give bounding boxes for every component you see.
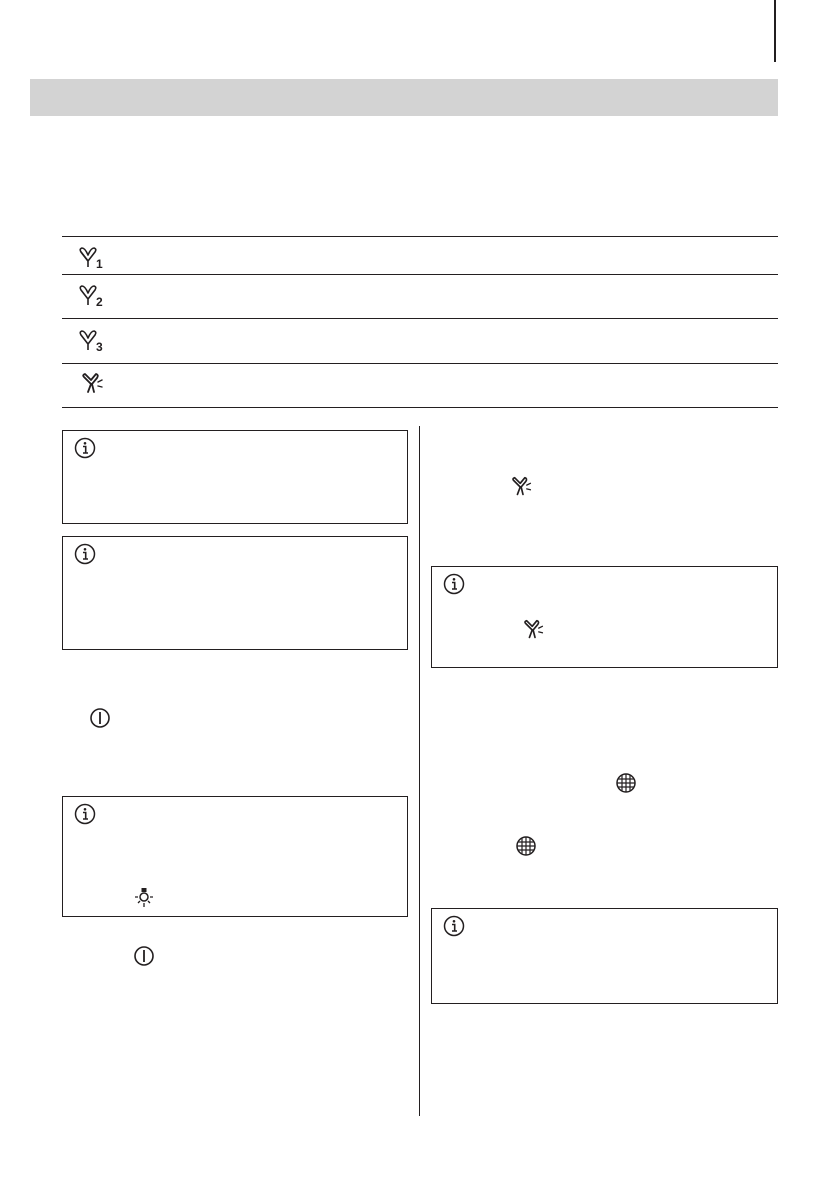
fan-speed-3-icon	[78, 326, 110, 354]
fan-boost-icon	[520, 617, 550, 643]
column-divider	[419, 426, 420, 1116]
fan-speed-subscript: 1	[96, 257, 103, 271]
table-cell-icon	[62, 241, 160, 271]
table-row	[62, 236, 778, 274]
table-cell-description	[160, 368, 778, 398]
fan-speed-subscript: 3	[96, 340, 103, 354]
table-cell-icon	[62, 323, 160, 353]
info-note-box	[62, 536, 408, 650]
info-icon	[74, 543, 96, 565]
grease-filter-icon	[615, 772, 637, 794]
power-icon	[89, 707, 111, 729]
info-note-box	[62, 796, 408, 917]
info-note-box	[431, 566, 778, 668]
fan-speed-2-icon	[78, 281, 110, 309]
info-icon	[74, 803, 96, 825]
table-row	[62, 274, 778, 318]
info-icon	[443, 573, 465, 595]
table-cell-description	[160, 279, 778, 309]
table-cell-description	[160, 241, 778, 271]
fan-boost-icon	[78, 370, 110, 398]
table-cell-icon	[62, 279, 160, 309]
info-note-box	[431, 908, 778, 1004]
table-cell-description	[160, 323, 778, 353]
fan-speed-subscript: 2	[96, 295, 103, 309]
info-note-box	[62, 430, 408, 524]
info-icon	[443, 915, 465, 937]
table-cell-icon	[62, 368, 160, 398]
info-icon	[74, 437, 96, 459]
fan-boost-icon	[508, 474, 538, 500]
fan-speed-table	[62, 236, 778, 408]
fan-speed-1-icon	[78, 243, 110, 271]
section-header-bar	[30, 79, 778, 116]
crop-mark	[774, 0, 776, 62]
light-bulb-icon	[133, 887, 155, 909]
table-row	[62, 318, 778, 363]
grease-filter-icon	[515, 835, 537, 857]
power-icon	[133, 945, 155, 967]
table-row	[62, 363, 778, 408]
